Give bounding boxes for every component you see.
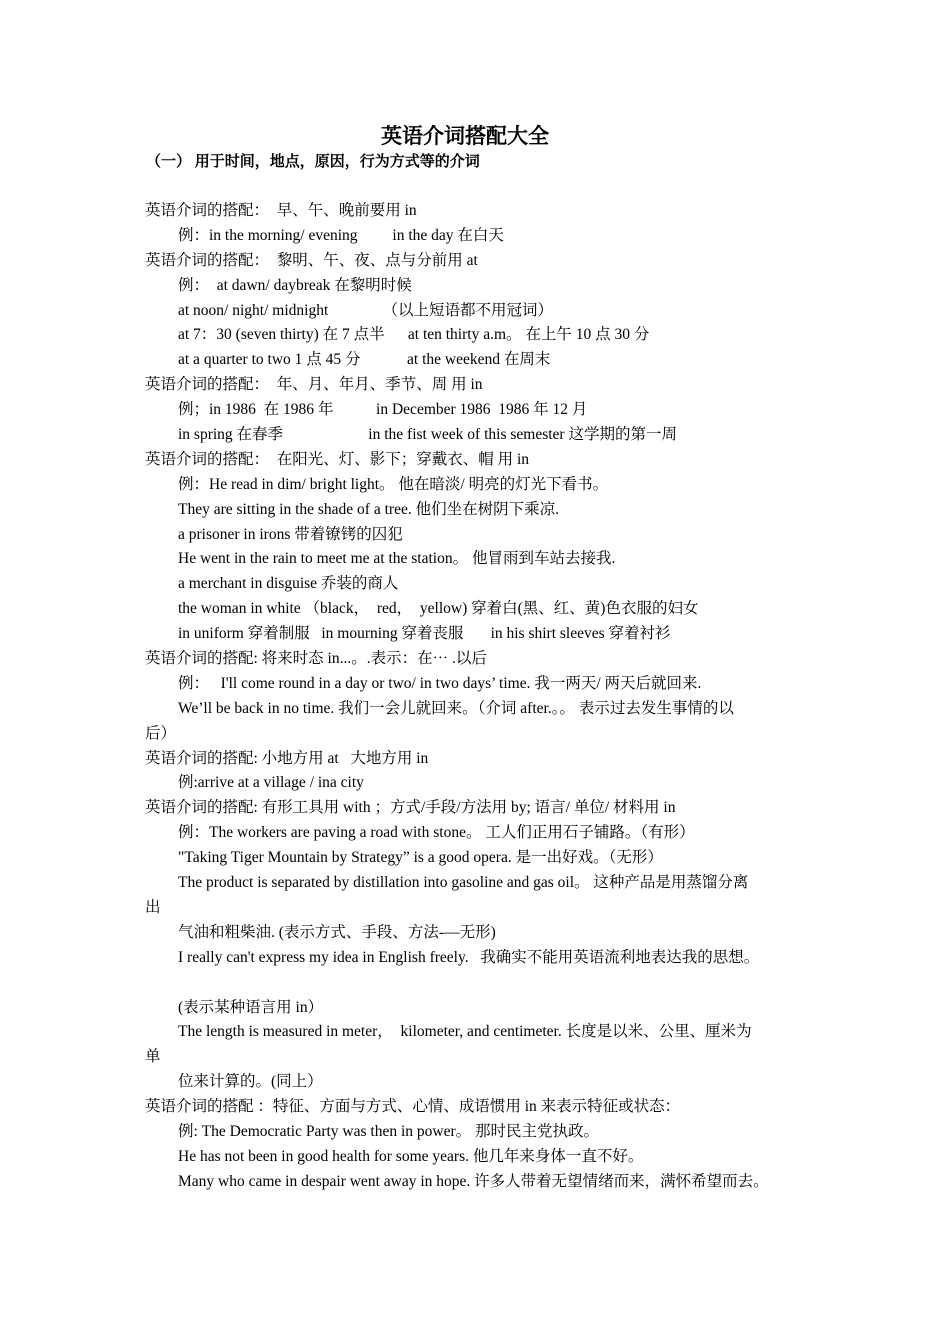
text-line: (表示某种语言用 in） (178, 998, 324, 1016)
text-line: 例；in 1986 在 1986 年 in December 1986 1986 年 12 月 (178, 401, 588, 419)
text-line: 单 (145, 1048, 161, 1066)
text-line: 例：in the morning/ evening in the day 在白天 (178, 226, 504, 244)
text-line: 后） (145, 724, 177, 742)
text-line: "Taking Tiger Mountain by Strategy” is a good opera. 是一出好戏。（无形） (178, 849, 663, 867)
text-line: 英语介词的搭配 ：特征、方面与方式、心情、成语惯用 in 来表示特征或状态： (145, 1098, 681, 1116)
document-title: 英语介词搭配大全 (381, 124, 549, 148)
text-line: We’ll be back in no time. 我们一会儿就回来。（介词 after.。。 表示过去发生事情的以 (178, 699, 734, 717)
text-line: a prisoner in irons 带着镣铐的囚犯 (178, 525, 403, 543)
text-line: 例： at dawn/ daybreak 在黎明时候 (178, 276, 412, 294)
text-line: The length is measured in meter， kilometer, and centimeter. 长度是以米、公里、厘米为 (178, 1023, 752, 1041)
text-line: 例:arrive at a village / ina city (178, 774, 364, 792)
text-line: The product is separated by distillation into gasoline and gas oil。 这种产品是用蒸馏分离 (178, 874, 749, 892)
section-heading: （一） 用于时间，地点，原因，行为方式等的介词 (146, 154, 480, 170)
text-line: He has not been in good health for some years. 他几年来身体一直不好。 (178, 1147, 644, 1165)
text-line: at 7：30 (seven thirty) 在 7 点半 at ten thirty a.m。 在上午 10 点 30 分 (178, 326, 650, 344)
text-line: the woman in white （black， red， yellow) 穿着白(黑、红、黄)色衣服的妇女 (178, 600, 699, 618)
text-line: 气油和粗柴油. (表示方式、手段、方法-—无形) (178, 923, 496, 941)
text-line: in spring 在春季 in the fist week of this semester 这学期的第一周 (178, 426, 677, 444)
text-line: at noon/ night/ midnight （以上短语都不用冠词） (178, 301, 554, 319)
text-line: 英语介词的搭配： 黎明、午、夜、点与分前用 at (145, 251, 478, 269)
text-line: 英语介词的搭配: 小地方用 at 大地方用 in (145, 749, 429, 767)
text-line: 英语介词的搭配: 将来时态 in...。.表示：在⋯ .以后 (145, 650, 487, 668)
text-line: 位来计算的。(同上） (178, 1073, 323, 1091)
text-line: 例: The Democratic Party was then in power。 那时民主党执政。 (178, 1122, 599, 1140)
text-line: 出 (145, 898, 161, 916)
text-line: 英语介词的搭配： 早、午、晚前要用 in (145, 202, 417, 219)
text-line: They are sitting in the shade of a tree. 他们坐在树阴下乘凉. (178, 500, 559, 518)
text-line: in uniform 穿着制服 in mourning 穿着丧服 in his shirt sleeves 穿着衬衫 (178, 625, 671, 643)
text-line: 例：He read in dim/ bright light。 他在暗淡/ 明亮的灯光下看书。 (178, 475, 609, 493)
text-line: I really can't express my idea in English freely. 我确实不能用英语流利地表达我的思想。 (178, 948, 760, 966)
text-line: 英语介词的搭配： 年、月、年月、季节、周 用 in (145, 376, 483, 394)
text-line: 例：The workers are paving a road with stone。 工人们正用石子铺路。（有形） (178, 824, 695, 842)
text-line: He went in the rain to meet me at the station。 他冒雨到车站去接我. (178, 550, 616, 568)
document-body (145, 199, 825, 1195)
text-line: at a quarter to two 1 点 45 分 at the weekend 在周末 (178, 351, 551, 369)
text-line: 英语介词的搭配： 在阳光、灯、影下；穿戴衣、帽 用 in (145, 450, 530, 468)
text-line: Many who came in despair went away in hope. 许多人带着无望情绪而来，满怀希望而去。 (178, 1172, 769, 1190)
blank-line (145, 971, 825, 996)
text-line: 例： I'll come round in a day or two/ in two days’ time. 我一两天/ 两天后就回来. (178, 674, 702, 692)
text-line: 英语介词的搭配: 有形工具用 with ；方式/手段/方法用 by; 语言/ 单位/ 材料用 in (145, 799, 676, 817)
text-line: a merchant in disguise 乔装的商人 (178, 575, 399, 593)
